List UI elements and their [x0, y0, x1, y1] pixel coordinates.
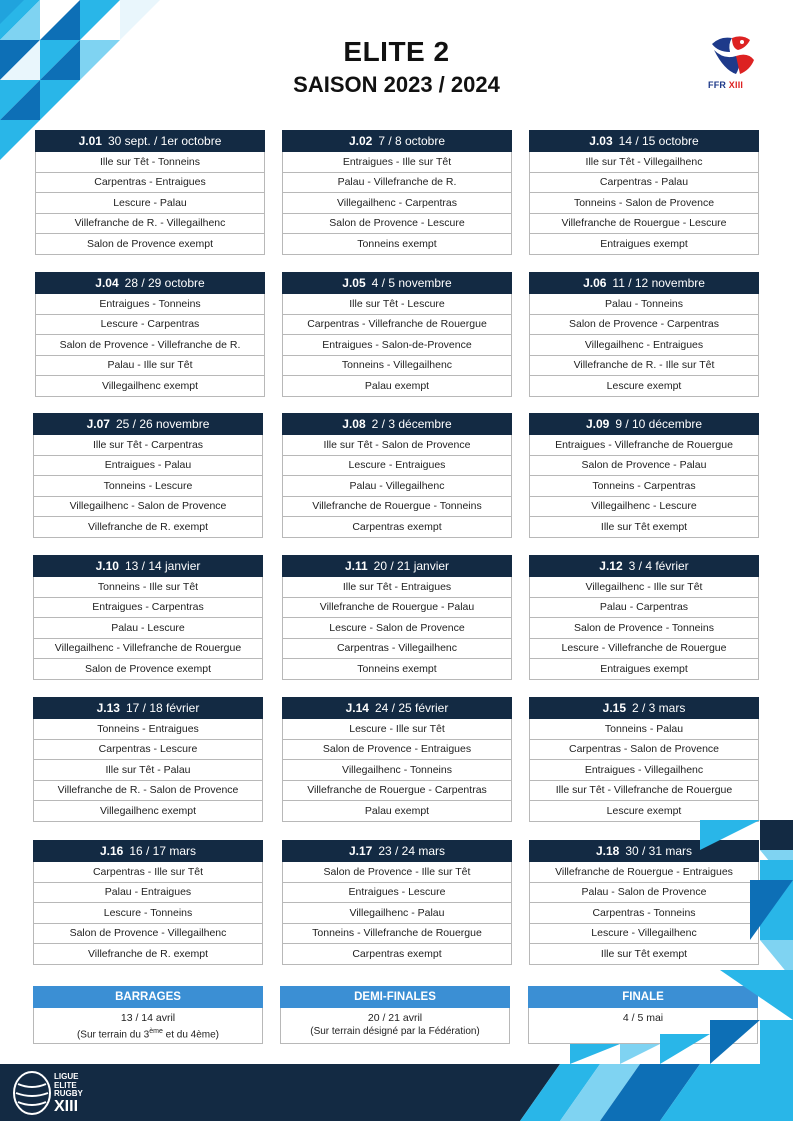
exempt-team: Carpentras exempt	[282, 944, 512, 965]
exempt-team: Villegailhenc exempt	[35, 376, 265, 397]
match-row: Palau - Tonneins	[529, 294, 759, 315]
page-subtitle: SAISON 2023 / 2024	[293, 72, 500, 97]
round-id: J.12	[599, 559, 623, 573]
round-date: 30 / 31 mars	[625, 844, 693, 858]
match-row: Carpentras - Tonneins	[529, 903, 759, 924]
round-j05	[282, 272, 512, 397]
match-row: Entraigues - Palau	[33, 456, 263, 477]
match-row: Ille sur Têt - Salon de Provence	[282, 435, 512, 456]
match-row: Ille sur Têt - Villefranche de Rouergue	[529, 781, 759, 802]
match-row: Salon de Provence - Palau	[529, 456, 759, 477]
round-id: J.13	[96, 701, 120, 715]
match-row: Ille sur Têt - Palau	[33, 760, 263, 781]
match-row: Lescure - Salon de Provence	[282, 618, 512, 639]
round-id: J.17	[348, 844, 373, 858]
round-header	[282, 840, 512, 862]
round-id: J.02	[348, 134, 373, 148]
page-header	[0, 36, 793, 98]
finale-title: FINALE	[528, 986, 758, 1008]
round-j14	[282, 697, 512, 822]
exempt-team: Salon de Provence exempt	[33, 659, 263, 680]
round-id: J.04	[95, 276, 119, 290]
match-row: Salon de Provence - Lescure	[282, 214, 512, 235]
round-j16	[33, 840, 263, 965]
match-row: Lescure - Tonneins	[33, 903, 263, 924]
match-row: Lescure - Palau	[35, 193, 265, 214]
match-row: Palau - Ille sur Têt	[35, 356, 265, 377]
barrages-body	[33, 1008, 263, 1044]
round-id: J.01	[78, 134, 102, 148]
match-row: Carpentras - Salon de Provence	[529, 740, 759, 761]
match-row: Lescure - Ille sur Têt	[282, 719, 512, 740]
round-id: J.16	[99, 844, 124, 858]
round-date: 28 / 29 octobre	[124, 276, 205, 290]
match-row: Ille sur Têt - Carpentras	[33, 435, 263, 456]
round-date: 11 / 12 novembre	[612, 276, 705, 290]
round-header	[529, 697, 759, 719]
match-row: Carpentras - Palau	[529, 173, 759, 194]
round-j11	[282, 555, 512, 680]
round-date: 13 / 14 janvier	[124, 559, 201, 573]
page-title: ELITE 2	[343, 36, 450, 67]
round-id: J.06	[583, 276, 607, 290]
round-j12	[529, 555, 759, 680]
round-date: 16 / 17 mars	[129, 844, 197, 858]
round-header	[529, 130, 759, 152]
round-id: J.09	[585, 417, 610, 431]
round-date: 14 / 15 octobre	[618, 134, 699, 148]
round-date: 25 / 26 novembre	[115, 417, 210, 431]
match-row: Tonneins - Ille sur Têt	[33, 577, 263, 598]
round-header	[529, 413, 759, 435]
round-j17	[282, 840, 512, 965]
match-row: Tonneins - Salon de Provence	[529, 193, 759, 214]
exempt-team: Salon de Provence exempt	[35, 234, 265, 255]
match-row: Villegailhenc - Palau	[282, 903, 512, 924]
finale-date: 4 / 5 mai	[622, 1012, 664, 1024]
ligue-elite-logo-text: LIGUE ELITE RUGBY XIII	[54, 1072, 83, 1115]
round-id: J.18	[595, 844, 620, 858]
round-id: J.11	[344, 559, 368, 573]
exempt-team: Villegailhenc exempt	[33, 801, 263, 822]
demi-finales-date: 20 / 21 avril	[367, 1012, 423, 1024]
round-header	[282, 697, 512, 719]
corner-decoration-bottom-right	[560, 820, 793, 1064]
exempt-team: Tonneins exempt	[282, 234, 512, 255]
exempt-team: Ille sur Têt exempt	[529, 517, 759, 538]
barrages-box	[33, 986, 263, 1044]
round-j09	[529, 413, 759, 538]
match-row: Entraigues - Tonneins	[35, 294, 265, 315]
barrages-note: (Sur terrain du 3ème et du 4ème)	[76, 1028, 220, 1041]
match-row: Entraigues - Carpentras	[33, 598, 263, 619]
round-header	[282, 130, 512, 152]
barrages-date: 13 / 14 avril	[120, 1012, 176, 1024]
round-date: 2 / 3 décembre	[371, 417, 452, 431]
match-row: Palau - Carpentras	[529, 598, 759, 619]
round-header	[33, 697, 263, 719]
match-row: Villegailhenc - Villefranche de Rouergue	[33, 639, 263, 660]
match-row: Carpentras - Ille sur Têt	[33, 862, 263, 883]
round-id: J.03	[589, 134, 613, 148]
match-row: Carpentras - Lescure	[33, 740, 263, 761]
round-id: J.07	[86, 417, 110, 431]
match-row: Salon de Provence - Entraigues	[282, 740, 512, 761]
match-row: Villegailhenc - Entraigues	[529, 335, 759, 356]
match-row: Tonneins - Villefranche de Rouergue	[282, 924, 512, 945]
round-j10	[33, 555, 263, 680]
exempt-team: Villefranche de R. exempt	[33, 517, 263, 538]
exempt-team: Palau exempt	[282, 801, 512, 822]
exempt-team: Ille sur Têt exempt	[529, 944, 759, 965]
match-row: Palau - Lescure	[33, 618, 263, 639]
match-row: Villegailhenc - Ille sur Têt	[529, 577, 759, 598]
match-row: Salon de Provence - Ille sur Têt	[282, 862, 512, 883]
match-row: Villefranche de R. - Villegailhenc	[35, 214, 265, 235]
match-row: Tonneins - Entraigues	[33, 719, 263, 740]
match-row: Villefranche de R. - Ille sur Têt	[529, 356, 759, 377]
round-header	[282, 272, 512, 294]
barrages-title: BARRAGES	[33, 986, 263, 1008]
demi-finales-box	[280, 986, 510, 1044]
exempt-team: Palau exempt	[282, 376, 512, 397]
match-row: Lescure - Carpentras	[35, 315, 265, 336]
round-date: 7 / 8 octobre	[378, 134, 446, 148]
match-row: Lescure - Villefranche de Rouergue	[529, 639, 759, 660]
match-row: Entraigues - Ille sur Têt	[282, 152, 512, 173]
exempt-team: Carpentras exempt	[282, 517, 512, 538]
round-header	[33, 840, 263, 862]
match-row: Villefranche de Rouergue - Lescure	[529, 214, 759, 235]
round-date: 9 / 10 décembre	[615, 417, 703, 431]
round-header	[529, 272, 759, 294]
match-row: Palau - Entraigues	[33, 883, 263, 904]
match-row: Tonneins - Carpentras	[529, 476, 759, 497]
demi-finales-note: (Sur terrain désigné par la Fédération)	[310, 1026, 480, 1037]
match-row: Villefranche de Rouergue - Carpentras	[282, 781, 512, 802]
round-date: 17 / 18 février	[125, 701, 200, 715]
round-header	[35, 130, 265, 152]
round-id: J.15	[602, 701, 626, 715]
exempt-team: Entraigues exempt	[529, 659, 759, 680]
match-row: Carpentras - Villegailhenc	[282, 639, 512, 660]
round-j01	[35, 130, 265, 255]
round-j13	[33, 697, 263, 822]
exempt-team: Entraigues exempt	[529, 234, 759, 255]
match-row: Salon de Provence - Tonneins	[529, 618, 759, 639]
match-row: Entraigues - Villefranche de Rouergue	[529, 435, 759, 456]
match-row: Entraigues - Villegailhenc	[529, 760, 759, 781]
footer-band	[0, 1064, 793, 1121]
round-date: 4 / 5 novembre	[371, 276, 452, 290]
round-header	[35, 272, 265, 294]
match-row: Salon de Provence - Villefranche de R.	[35, 335, 265, 356]
match-row: Palau - Villefranche de R.	[282, 173, 512, 194]
demi-finales-title: DEMI-FINALES	[280, 986, 510, 1008]
round-j06	[529, 272, 759, 397]
round-id: J.14	[345, 701, 369, 715]
match-row: Villefranche de Rouergue - Entraigues	[529, 862, 759, 883]
exempt-team: Lescure exempt	[529, 801, 759, 822]
round-header	[33, 555, 263, 577]
round-id: J.10	[95, 559, 119, 573]
exempt-team: Lescure exempt	[529, 376, 759, 397]
round-j02	[282, 130, 512, 255]
round-j15	[529, 697, 759, 822]
exempt-team: Tonneins exempt	[282, 659, 512, 680]
match-row: Salon de Provence - Carpentras	[529, 315, 759, 336]
match-row: Villefranche de R. - Salon de Provence	[33, 781, 263, 802]
round-date: 30 sept. / 1er octobre	[107, 134, 222, 148]
round-date: 24 / 25 février	[374, 701, 449, 715]
match-row: Lescure - Villegailhenc	[529, 924, 759, 945]
round-header	[529, 555, 759, 577]
match-row: Carpentras - Entraigues	[35, 173, 265, 194]
match-row: Ille sur Têt - Tonneins	[35, 152, 265, 173]
match-row: Villegailhenc - Salon de Provence	[33, 497, 263, 518]
round-header	[33, 413, 263, 435]
match-row: Palau - Villegailhenc	[282, 476, 512, 497]
match-row: Carpentras - Villefranche de Rouergue	[282, 315, 512, 336]
exempt-team: Villefranche de R. exempt	[33, 944, 263, 965]
match-row: Ille sur Têt - Villegailhenc	[529, 152, 759, 173]
round-date: 20 / 21 janvier	[373, 559, 450, 573]
match-row: Villefranche de Rouergue - Palau	[282, 598, 512, 619]
round-j04	[35, 272, 265, 397]
round-j08	[282, 413, 512, 538]
match-row: Villegailhenc - Lescure	[529, 497, 759, 518]
match-row: Villegailhenc - Tonneins	[282, 760, 512, 781]
match-row: Palau - Salon de Provence	[529, 883, 759, 904]
match-row: Entraigues - Salon-de-Provence	[282, 335, 512, 356]
round-date: 23 / 24 mars	[378, 844, 446, 858]
match-row: Villefranche de Rouergue - Tonneins	[282, 497, 512, 518]
round-header	[282, 413, 512, 435]
round-header	[282, 555, 512, 577]
round-id: J.05	[342, 276, 366, 290]
match-row: Ille sur Têt - Entraigues	[282, 577, 512, 598]
ffr-logo-text: FFR XIII	[708, 80, 744, 90]
match-row: Entraigues - Lescure	[282, 883, 512, 904]
match-row: Ille sur Têt - Lescure	[282, 294, 512, 315]
round-date: 2 / 3 mars	[632, 701, 686, 715]
match-row: Tonneins - Lescure	[33, 476, 263, 497]
match-row: Salon de Provence - Villegailhenc	[33, 924, 263, 945]
match-row: Tonneins - Palau	[529, 719, 759, 740]
match-row: Tonneins - Villegailhenc	[282, 356, 512, 377]
round-j03	[529, 130, 759, 255]
round-j07	[33, 413, 263, 538]
match-row: Villegailhenc - Carpentras	[282, 193, 512, 214]
round-id: J.08	[342, 417, 366, 431]
match-row: Lescure - Entraigues	[282, 456, 512, 477]
round-date: 3 / 4 février	[628, 559, 689, 573]
demi-finales-body	[280, 1008, 510, 1044]
